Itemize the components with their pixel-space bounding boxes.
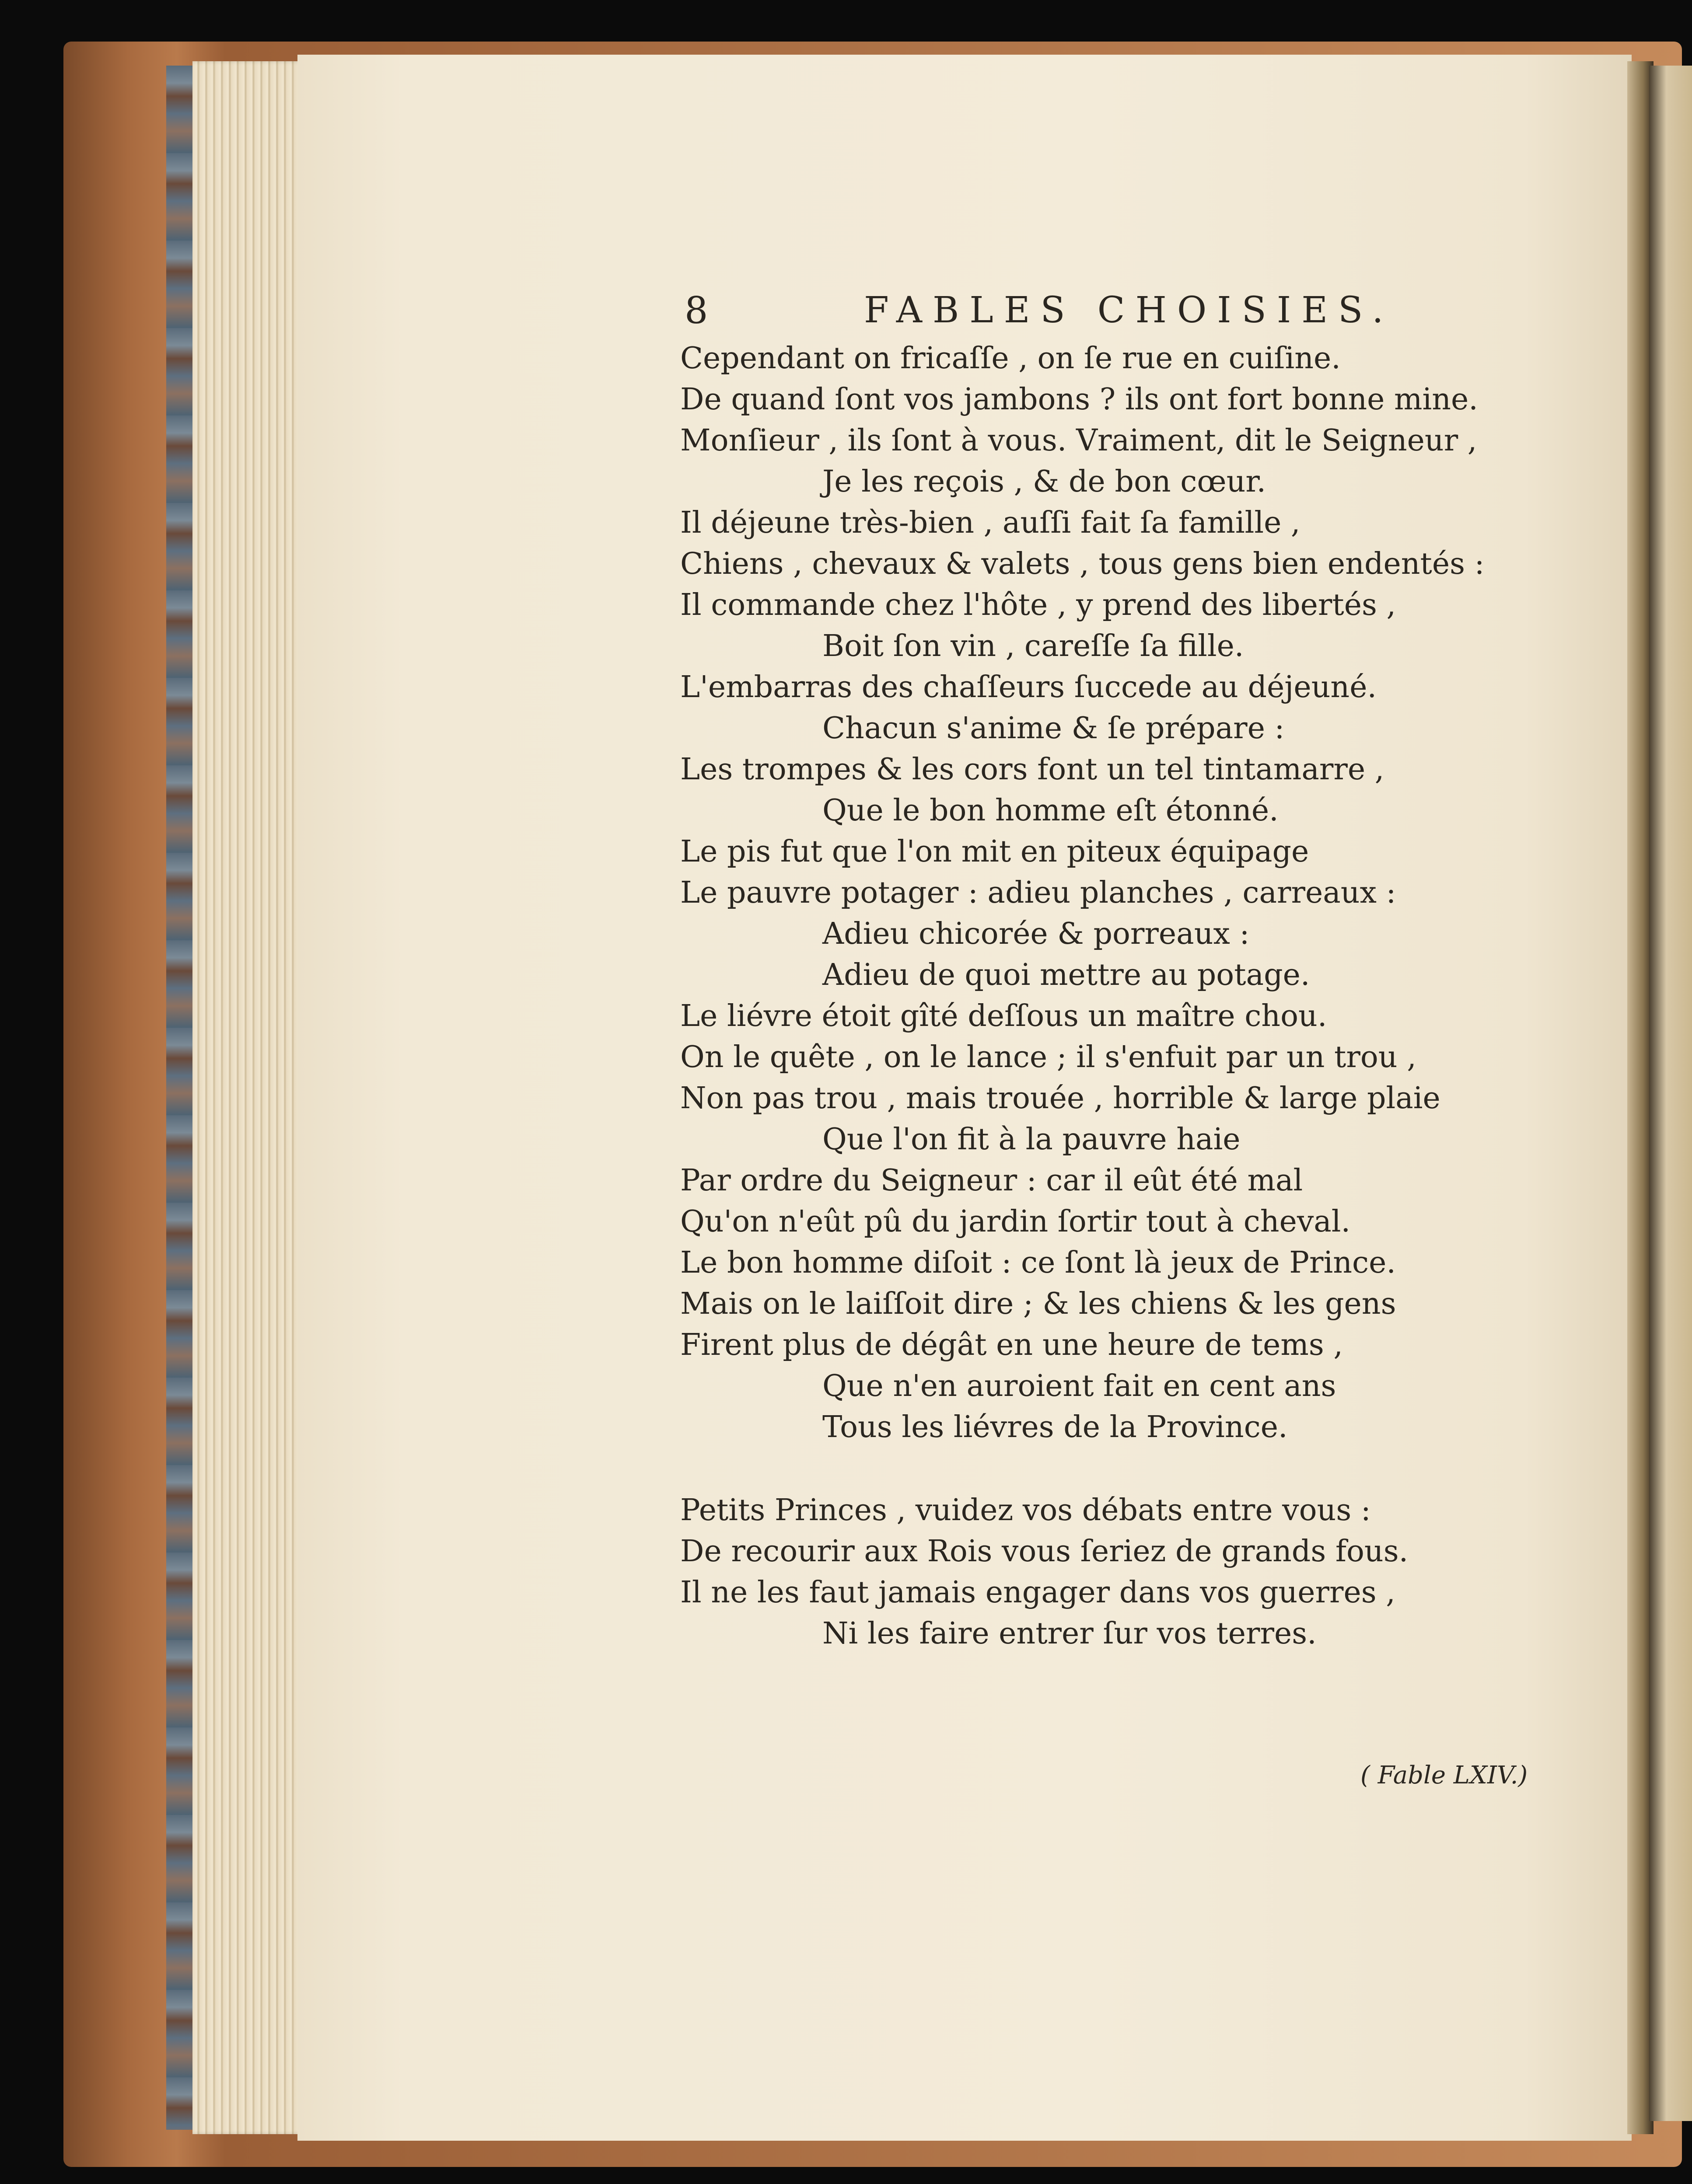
page-stack-edge xyxy=(192,61,306,2134)
fable-reference: ( Fable LXIV.) xyxy=(1360,1761,1528,1790)
verse-line: Cependant on fricaſſe , on ſe rue en cuiſine. xyxy=(680,341,1341,376)
verse-line: Monſieur , ils ſont à vous. Vraiment, dit le Seigneur , xyxy=(680,423,1477,458)
verse-line: L'embarras des chaſſeurs ſuccede au déjeuné. xyxy=(680,670,1377,705)
verse-line: Par ordre du Seigneur : car il eût été mal xyxy=(680,1163,1303,1198)
verse-line: Le liévre étoit gîté deſſous un maître chou. xyxy=(680,999,1327,1033)
verse-line: Le pis fut que l'on mit en piteux équipage xyxy=(680,834,1309,869)
verse-line: Non pas trou , mais trouée , horrible & large plaie xyxy=(680,1081,1440,1116)
verse-line: De quand ſont vos jambons ? ils ont fort bonne mine. xyxy=(680,382,1478,417)
verse-line: On le quête , on le lance ; il s'enfuit par un trou , xyxy=(680,1040,1416,1075)
fable-verse xyxy=(680,338,1494,1654)
facing-page-edge xyxy=(1649,66,1692,2121)
verse-line: Il commande chez l'hôte , y prend des libertés , xyxy=(680,588,1396,622)
verse-line: Adieu de quoi mettre au potage. xyxy=(822,958,1310,992)
verse-line: Il déjeune très-bien , auſſi fait ſa famille , xyxy=(680,506,1300,540)
verse-line: Ni les faire entrer ſur vos terres. xyxy=(822,1616,1317,1651)
verse-line: Que n'en auroient fait en cent ans xyxy=(822,1369,1336,1403)
verse-line: Boit ſon vin , careſſe ſa fille. xyxy=(822,629,1244,663)
verse-line: Il ne les faut jamais engager dans vos guerres , xyxy=(680,1575,1395,1610)
verse-line: Adieu chicorée & porreaux : xyxy=(822,917,1250,951)
verse-line: Les trompes & les cors font un tel tintamarre , xyxy=(680,752,1384,787)
verse-line: Tous les liévres de la Province. xyxy=(822,1410,1288,1444)
running-title: FABLES CHOISIES. xyxy=(864,290,1394,331)
verse-line: Chacun s'anime & ſe prépare : xyxy=(822,711,1285,746)
page-number: 8 xyxy=(685,289,708,332)
stanza-break xyxy=(680,1448,1494,1490)
verse-line: Que l'on fit à la pauvre haie xyxy=(822,1122,1241,1157)
verse-line: Chiens , chevaux & valets , tous gens bien endentés : xyxy=(680,547,1485,581)
verse-line: Le pauvre potager : adieu planches , carreaux : xyxy=(680,876,1396,910)
verse-line: Qu'on n'eût pû du jardin ſortir tout à cheval. xyxy=(680,1204,1351,1239)
verse-line: Mais on le laiſſoit dire ; & les chiens & les gens xyxy=(680,1287,1396,1321)
verse-line: Que le bon homme eſt étonné. xyxy=(822,793,1279,828)
verse-line: Je les reçois , & de bon cœur. xyxy=(822,464,1266,499)
verse-line: Le bon homme diſoit : ce ſont là jeux de Prince. xyxy=(680,1246,1396,1280)
stanza-2 xyxy=(680,1490,1494,1654)
stanza-1 xyxy=(680,338,1494,1448)
verse-line: Petits Princes , vuidez vos débats entre vous : xyxy=(680,1493,1371,1528)
running-header xyxy=(0,284,1692,337)
verse-line: De recourir aux Rois vous ſeriez de grands fous. xyxy=(680,1534,1409,1569)
verse-line: Firent plus de dégât en une heure de tems , xyxy=(680,1328,1343,1362)
